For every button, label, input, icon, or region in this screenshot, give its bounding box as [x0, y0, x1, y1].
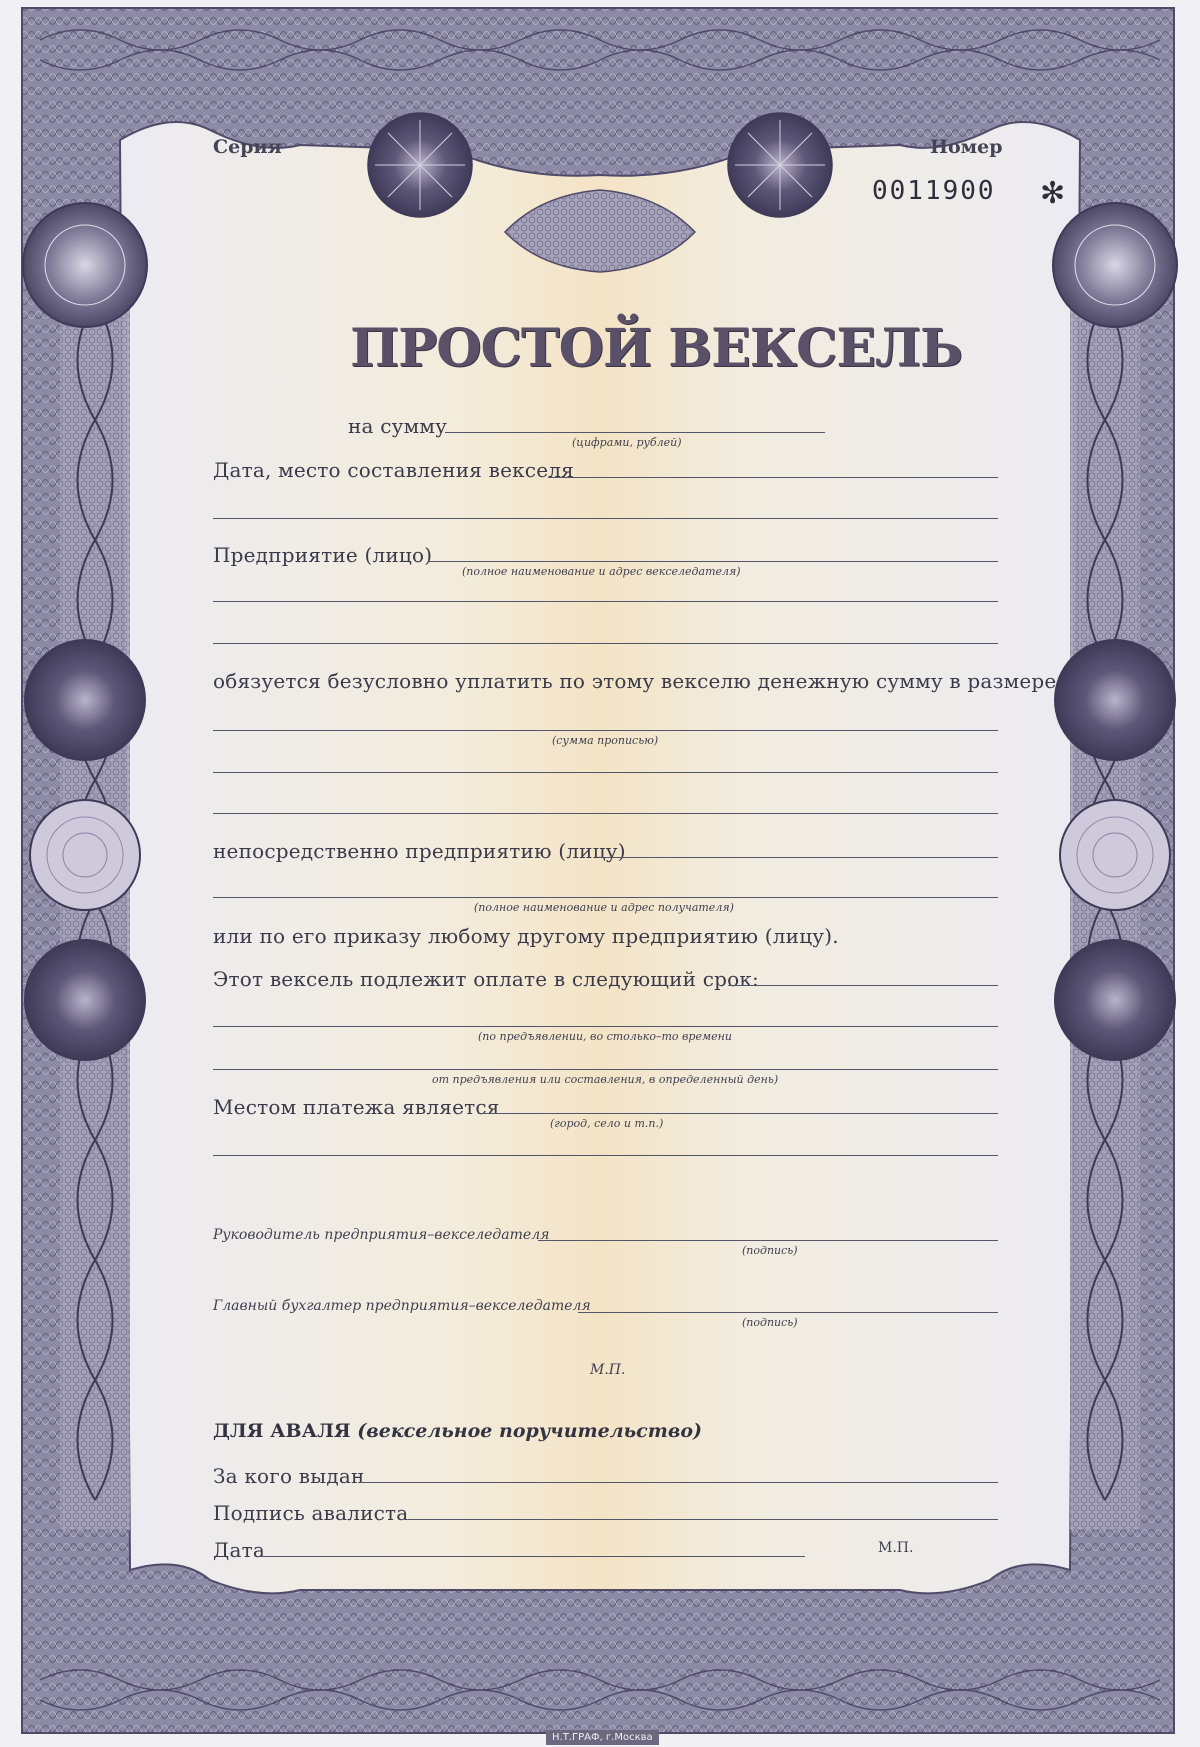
payment-place-label: Местом платежа является	[213, 1095, 500, 1119]
accountant-label: Главный бухгалтер предприятия–векселедателя	[213, 1298, 591, 1314]
obligation-line-3	[213, 813, 998, 814]
document-title: ПРОСТОЙ ВЕКСЕЛЬ	[350, 318, 962, 379]
date-place-line-1	[548, 477, 998, 478]
term-label: Этот вексель подлежит оплате в следующий срок:	[213, 967, 759, 991]
payment-place-line-1	[478, 1113, 998, 1114]
aval-signature-line	[408, 1519, 998, 1520]
director-label: Руководитель предприятия–векселедателя	[213, 1227, 550, 1243]
obligation-line-1	[213, 730, 998, 731]
number-value: 0011900	[872, 176, 996, 206]
obligation-hint: (сумма прописью)	[552, 734, 659, 747]
aval-heading	[213, 1420, 702, 1442]
payment-place-hint: (город, село и т.п.)	[550, 1117, 664, 1130]
obligation-line-2	[213, 772, 998, 773]
recipient-hint: (полное наименование и адрес получателя)	[474, 901, 734, 914]
amount-hint: (цифрами, рублей)	[572, 436, 682, 449]
aval-for-whom-label: За кого выдан	[213, 1464, 365, 1488]
enterprise-line-2	[213, 601, 998, 602]
recipient-line-2	[213, 897, 998, 898]
term-line-1	[728, 985, 998, 986]
order-text: или по его приказу любому другому предприятию (лицу).	[213, 924, 839, 948]
enterprise-line-1	[428, 561, 998, 562]
aval-for-whom-line	[360, 1482, 998, 1483]
aval-seal-mark: М.П.	[878, 1540, 914, 1556]
enterprise-hint: (полное наименование и адрес векселедателя)	[462, 565, 741, 578]
aval-title: ДЛЯ АВАЛЯ	[213, 1420, 351, 1442]
accountant-hint: (подпись)	[742, 1316, 798, 1329]
amount-label: на сумму	[348, 414, 448, 438]
asterisk-mark: ✻	[1040, 176, 1066, 211]
recipient-line-1	[598, 857, 998, 858]
seal-mark-1: М.П.	[590, 1362, 626, 1378]
term-hint-1: (по предъявлении, во столько–то времени	[478, 1030, 732, 1043]
term-line-2	[213, 1026, 998, 1027]
number-label: Номер	[930, 136, 1003, 158]
amount-line	[445, 432, 825, 433]
obligation-label: обязуется безусловно уплатить по этому векселю денежную сумму в размере	[213, 669, 1057, 693]
enterprise-label: Предприятие (лицо)	[213, 543, 433, 567]
aval-date-line	[260, 1556, 805, 1557]
payment-place-line-2	[213, 1155, 998, 1156]
date-place-label: Дата, место составления векселя	[213, 458, 574, 482]
enterprise-line-3	[213, 643, 998, 644]
printer-imprint: Н.Т.ГРАФ, г.Москва	[546, 1730, 659, 1745]
series-label: Серия	[213, 136, 282, 158]
aval-signature-label: Подпись авалиста	[213, 1501, 409, 1525]
aval-subtitle: (вексельное поручительство)	[357, 1420, 702, 1442]
director-signature-line	[538, 1240, 998, 1241]
term-line-3	[213, 1069, 998, 1070]
accountant-signature-line	[578, 1312, 998, 1313]
aval-date-label: Дата	[213, 1538, 265, 1562]
term-hint-2: от предъявления или составления, в определенный день)	[432, 1073, 779, 1086]
director-hint: (подпись)	[742, 1244, 798, 1257]
recipient-label: непосредственно предприятию (лицу)	[213, 839, 626, 863]
date-place-line-2	[213, 518, 998, 519]
